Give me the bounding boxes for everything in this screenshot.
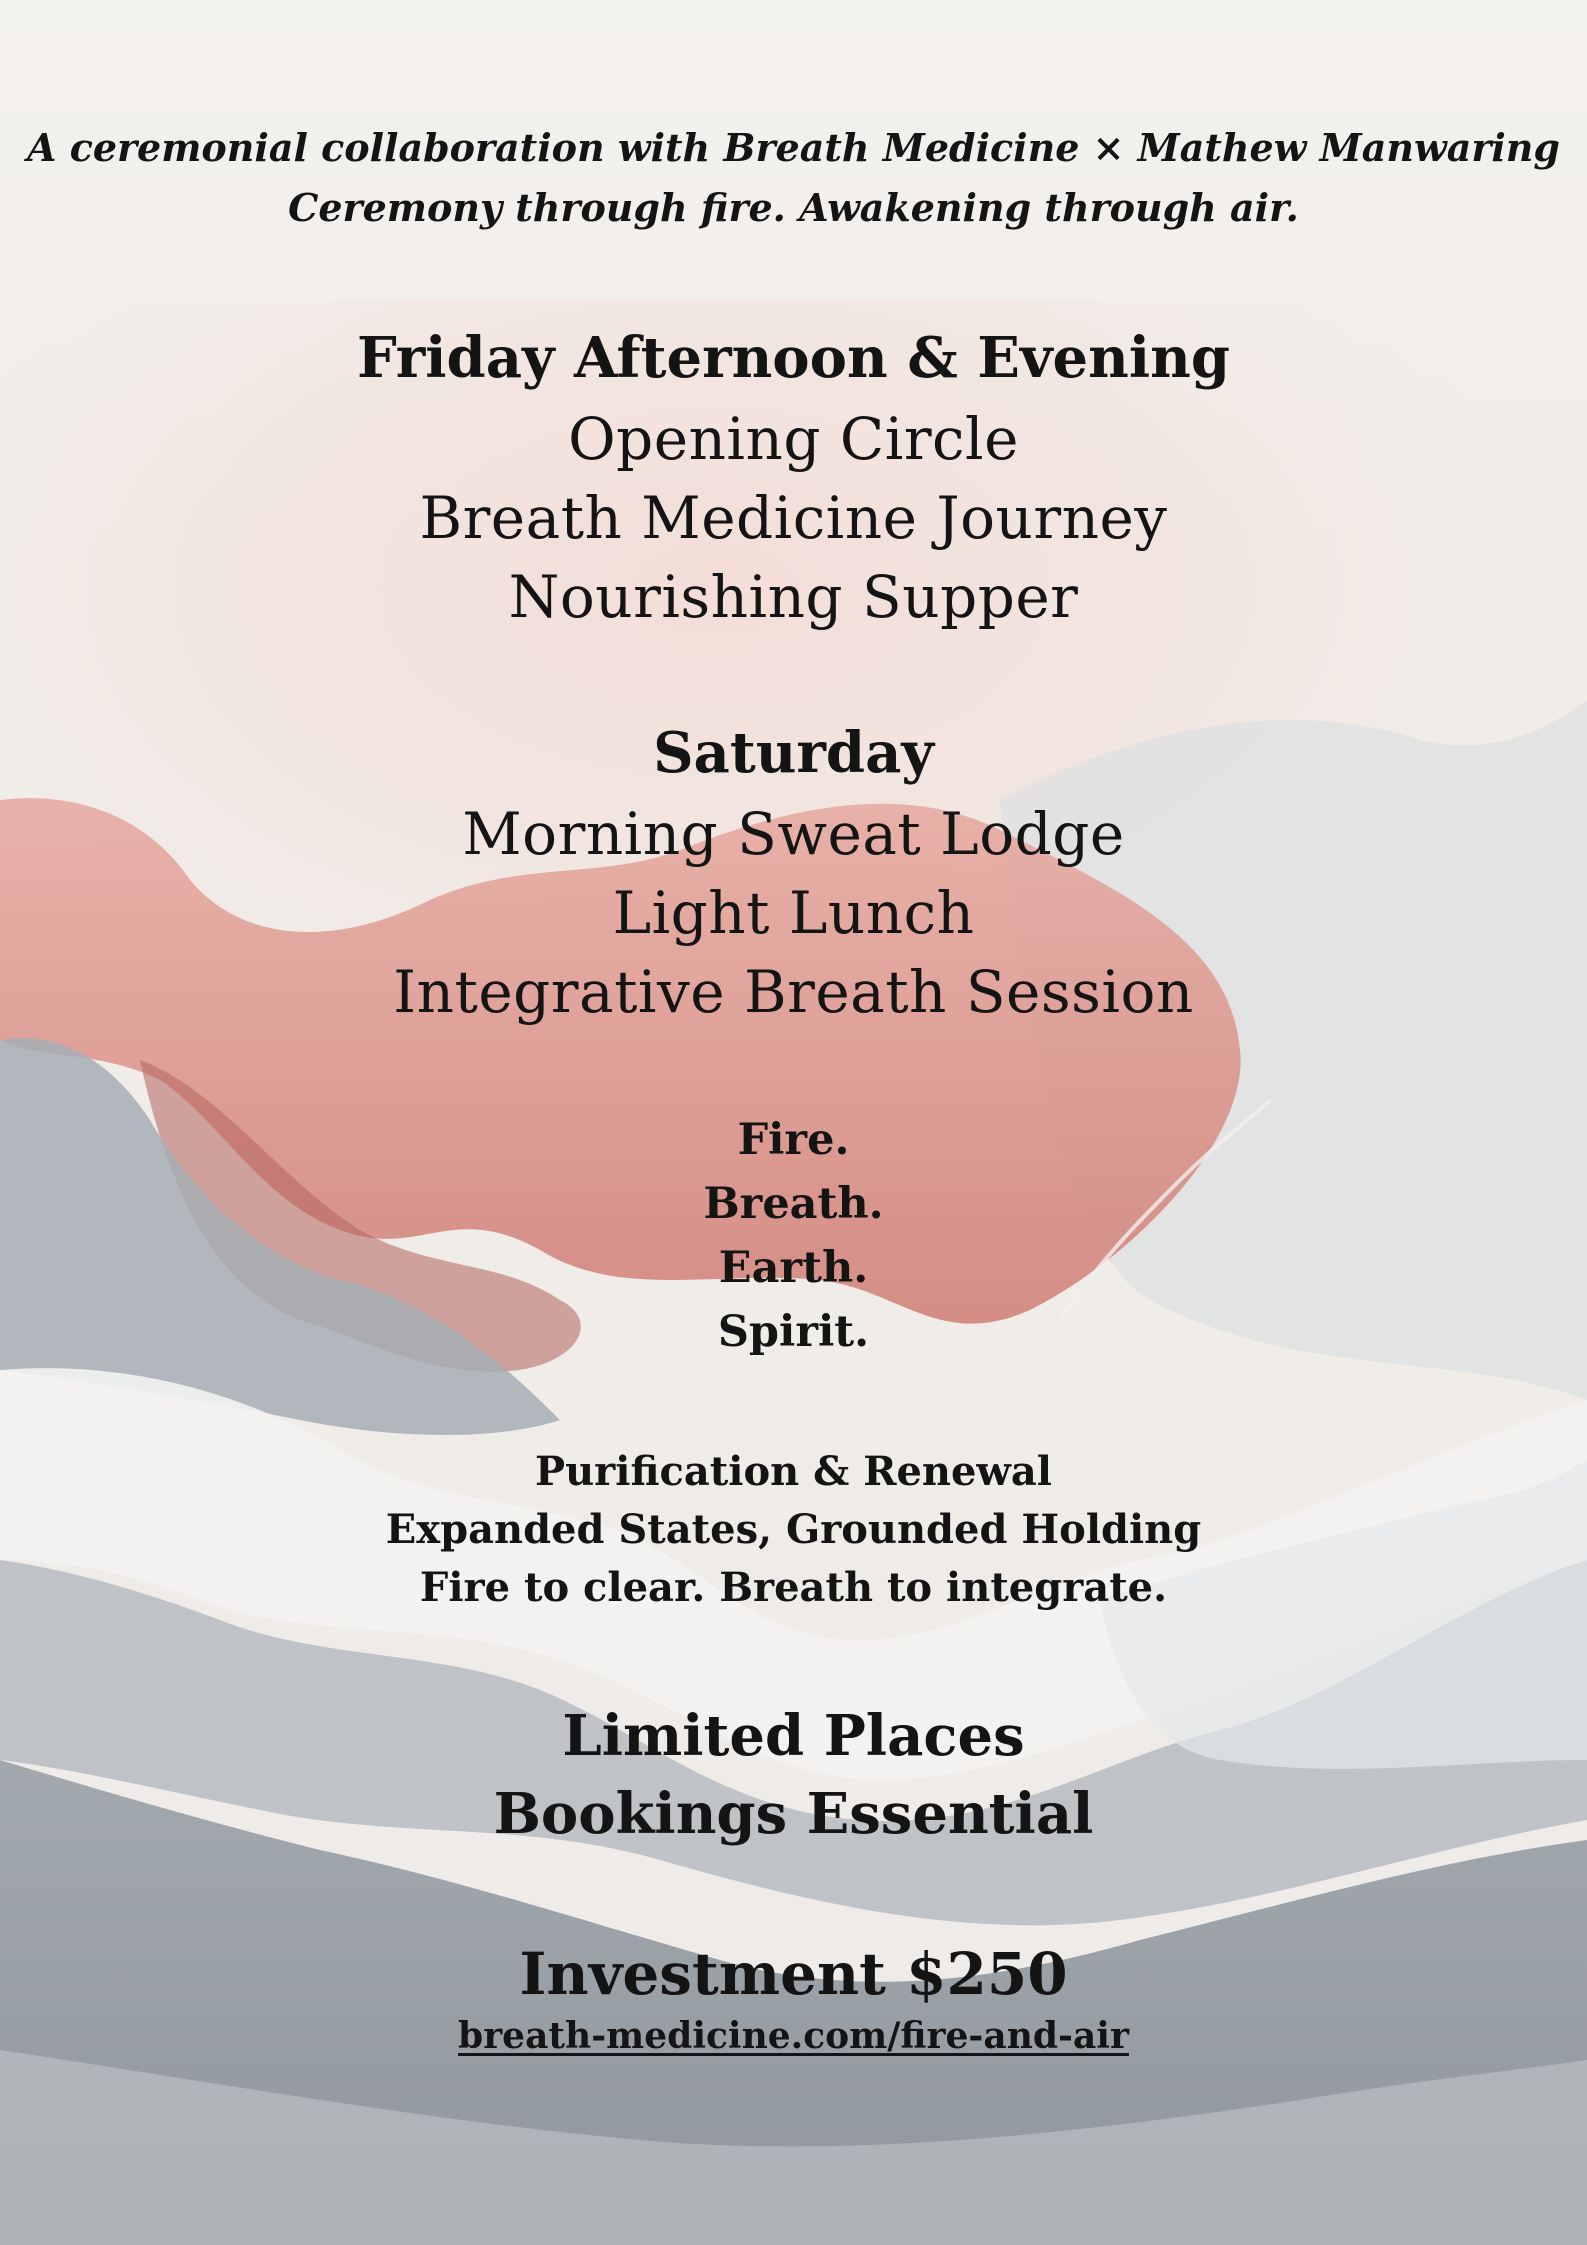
theme-fire-breath: Fire to clear. Breath to integrate. [419, 1564, 1168, 1611]
theme-purification: Purification & Renewal [535, 1448, 1052, 1495]
booking-link[interactable]: breath-medicine.com/fire-and-air [458, 2015, 1129, 2057]
element-fire: Fire. [737, 1115, 850, 1165]
collaboration-line: A ceremonial collaboration with Breath Medicine × Mathew Manwaring [27, 125, 1560, 170]
saturday-heading: Saturday [653, 720, 934, 786]
element-spirit: Spirit. [717, 1307, 870, 1357]
investment-price: Investment $250 [519, 1940, 1068, 2008]
element-breath: Breath. [703, 1179, 884, 1229]
bookings-essential: Bookings Essential [493, 1781, 1094, 1847]
friday-item-breath-journey: Breath Medicine Journey [419, 484, 1168, 552]
saturday-item-sweat-lodge: Morning Sweat Lodge [462, 800, 1125, 868]
tagline: Ceremony through fire. Awakening through air. [288, 185, 1299, 230]
friday-item-opening-circle: Opening Circle [568, 405, 1019, 473]
theme-expanded-states: Expanded States, Grounded Holding [385, 1506, 1202, 1553]
friday-heading: Friday Afternoon & Evening [357, 325, 1230, 391]
saturday-item-lunch: Light Lunch [612, 879, 975, 947]
limited-places: Limited Places [562, 1703, 1025, 1769]
saturday-item-breath-session: Integrative Breath Session [393, 958, 1194, 1026]
element-earth: Earth. [718, 1243, 869, 1293]
friday-item-supper: Nourishing Supper [508, 563, 1079, 631]
